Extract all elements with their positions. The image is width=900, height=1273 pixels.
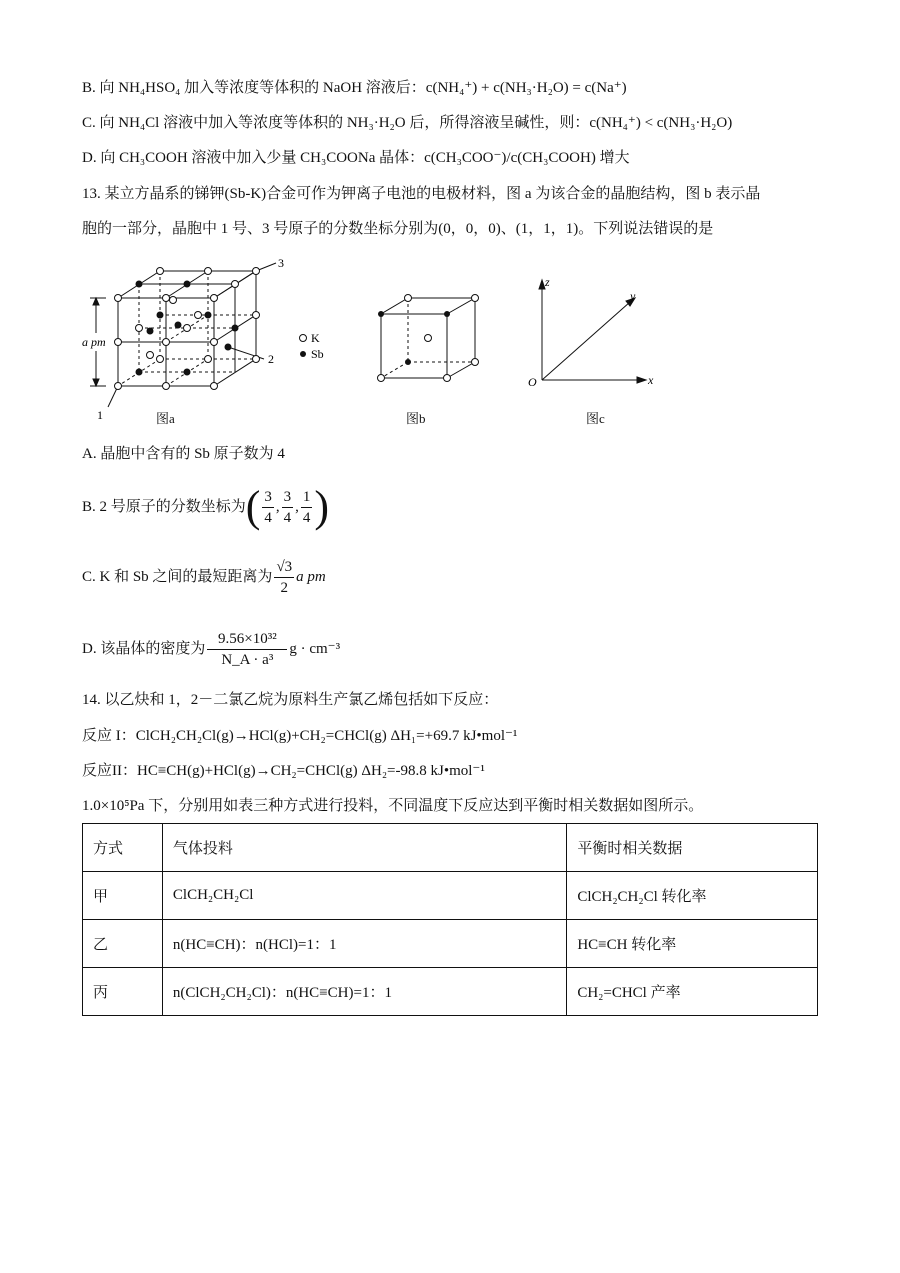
table-header-row	[83, 824, 818, 872]
dimension-label: a pm	[82, 335, 106, 349]
reaction-2: 反应II：HC≡CH(g)+HCl(g)→CH₂=CHCl(g) ΔH₂=-98.8 kJ•mol⁻¹	[82, 763, 485, 779]
table-header: 气体投料	[162, 824, 566, 872]
figure-a-crystal-cell	[78, 255, 308, 425]
fraction	[301, 487, 313, 528]
figure-b-subcell	[370, 290, 500, 390]
fraction	[207, 629, 287, 670]
table-cell: ClCH₂CH₂Cl	[162, 872, 566, 920]
table-cell: n(ClCH₂CH₂Cl)：n(HC≡CH)=1：1	[162, 968, 566, 1016]
legend	[298, 330, 338, 362]
option-c-line: C. 向 NH₄Cl 溶液中加入等浓度等体积的 NH₃·H₂O 后，所得溶液呈碱性，则：c(NH₄⁺) < c(NH₃·H₂O)	[82, 115, 733, 131]
table-header: 平衡时相关数据	[567, 824, 818, 872]
atom-label-3: 3	[278, 256, 284, 270]
feed-table	[82, 823, 818, 1016]
numerator: 3	[282, 487, 294, 508]
table-cell: 甲	[83, 872, 163, 920]
option-b-line: B. 向 NH₄HSO₄ 加入等浓度等体积的 NaOH 溶液后：c(NH₄⁺) + c(NH₃·H₂O) = c(Na⁺)	[82, 80, 627, 96]
fraction	[282, 487, 294, 528]
axis-z-label: z	[545, 275, 550, 289]
table-row	[83, 920, 818, 968]
atom-label-2: 2	[268, 352, 274, 366]
option-d	[82, 624, 340, 674]
paren-left: (	[245, 482, 261, 531]
reaction-1: 反应 I：ClCH₂CH₂Cl(g)→HCl(g)+CH₂=CHCl(g) ΔH₁=+69.7 kJ•mol⁻¹	[82, 728, 518, 744]
numerator: 3	[262, 487, 274, 508]
paren-right: )	[314, 482, 330, 531]
table-cell: 乙	[83, 920, 163, 968]
option-c-prefix: C. K 和 Sb 之间的最短距离为	[82, 569, 273, 585]
table-cell: HC≡CH 转化率	[567, 920, 818, 968]
fraction	[262, 487, 274, 528]
numerator: 1	[301, 487, 313, 508]
option-c	[82, 552, 326, 602]
figure-b-caption: 图b	[406, 411, 426, 426]
origin-label: O	[528, 375, 537, 389]
table-row	[83, 872, 818, 920]
denominator: 4	[283, 509, 292, 526]
numerator: √3	[274, 557, 294, 578]
numerator: 9.56×10³²	[207, 629, 287, 650]
fraction	[274, 557, 294, 598]
table-row	[83, 968, 818, 1016]
option-d-prefix: D. 该晶体的密度为	[82, 641, 206, 657]
option-a: A. 晶胞中含有的 Sb 原子数为 4	[82, 446, 285, 462]
table-cell: ClCH₂CH₂Cl 转化率	[567, 872, 818, 920]
figure-c-axes	[522, 272, 662, 392]
axis-x-label: x	[648, 373, 654, 387]
legend-sb: Sb	[311, 347, 324, 361]
question-13-stem: 13. 某立方晶系的锑钾(Sb-K)合金可作为钾离子电池的电极材料，图 a 为该合金的晶胞结构，图 b 表示晶	[82, 186, 761, 202]
table-header: 方式	[83, 824, 163, 872]
conditions: 1.0×10⁵Pa 下，分别用如表三种方式进行投料，不同温度下反应达到平衡时相关数据如图所示。	[82, 798, 704, 814]
option-d-line: D. 向 CH₃COOH 溶液中加入少量 CH₃COONa 晶体：c(CH₃COO⁻)/c(CH₃COOH) 增大	[82, 150, 630, 166]
legend-k: K	[311, 331, 320, 345]
question-14-stem: 14. 以乙炔和 1，2－二氯乙烷为原料生产氯乙烯包括如下反应：	[82, 692, 499, 708]
denominator: 4	[264, 509, 272, 526]
figure-c-caption: 图c	[586, 411, 605, 426]
table-cell: CH₂=CHCl 产率	[567, 968, 818, 1016]
table-cell: 丙	[83, 968, 163, 1016]
denominator: N_A · a³	[221, 651, 274, 668]
denominator: 4	[302, 509, 311, 526]
option-c-suffix: a pm	[296, 569, 326, 585]
atom-label-1: 1	[97, 408, 103, 422]
table-cell: n(HC≡CH)：n(HCl)=1：1	[162, 920, 566, 968]
figure-a-caption: 图a	[156, 411, 175, 426]
denominator: 2	[280, 579, 289, 596]
option-d-suffix: g · cm⁻³	[289, 641, 341, 657]
option-b: B. 2 号原子的分数坐标为 ( $\frac{3}{4}$ , $\frac{3}{4}$ , $\frac{1}{4}$ )	[82, 482, 330, 531]
axis-y-label: y	[630, 289, 636, 303]
option-b-prefix: B. 2 号原子的分数坐标为	[82, 499, 246, 515]
question-13-stem-cont: 胞的一部分，晶胞中 1 号、3 号原子的分数坐标分别为(0，0，0)、(1，1，1)。下列说法错误的是	[82, 221, 714, 237]
